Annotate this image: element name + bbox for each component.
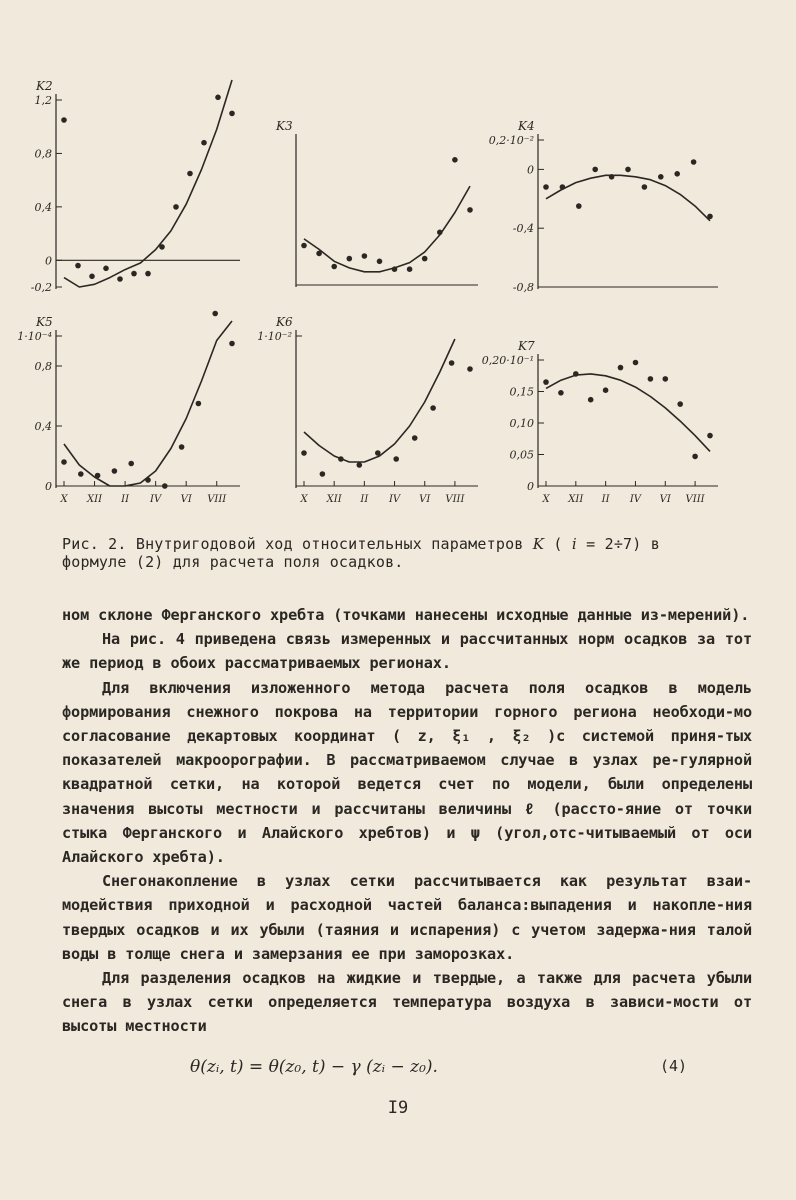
y-tick-label: 0,05 xyxy=(509,448,534,462)
data-point xyxy=(663,376,669,382)
y-tick-label: 0,10 xyxy=(509,417,534,430)
y-tick-label: 0,4 xyxy=(34,200,52,214)
y-tick-label: 1·10⁻⁴ xyxy=(17,330,52,343)
y-axis-label: K3 xyxy=(276,119,293,133)
data-point xyxy=(201,140,207,146)
data-point xyxy=(560,184,566,190)
chart-panel-5 xyxy=(257,315,478,505)
data-point xyxy=(162,483,168,489)
chart-panel-1 xyxy=(31,79,240,294)
paragraph-4: Снегонакопление в узлах сетки рассчитывается как результат взаи-модействия приходной и расходной частей баланса:выпадения и накопле-ния твердых осадков и их убыли (таяния и испарения) с учетом задержа-ния талой воды в толще снега и замерзания ее при заморозках. xyxy=(62,872,752,963)
data-point xyxy=(691,159,697,165)
data-point xyxy=(467,366,473,372)
equation-number: (4) xyxy=(660,1057,688,1075)
data-point xyxy=(338,456,344,462)
data-point xyxy=(128,461,134,467)
data-point xyxy=(362,253,368,259)
x-tick-label: XII xyxy=(326,494,342,505)
data-point xyxy=(543,379,549,385)
x-tick-label: XII xyxy=(87,494,103,505)
y-tick-label: -0,8 xyxy=(512,281,534,294)
y-axis-label: K5 xyxy=(36,315,53,329)
data-point xyxy=(449,360,455,366)
fit-curve xyxy=(546,374,710,452)
fit-curve xyxy=(546,175,710,221)
paragraph-1: ном склоне Ферганского хребта (точками нанесены исходные данные из-мерений). xyxy=(62,606,750,624)
data-point xyxy=(573,371,579,377)
paragraph-5: Для разделения осадков на жидкие и твердые, а также для расчета убыли снега в узлах сетки определяется температура воздуха в зависи-мости от высоты местности xyxy=(62,969,752,1036)
data-point xyxy=(145,271,151,277)
data-point xyxy=(173,204,179,210)
x-tick-label: IV xyxy=(629,494,642,505)
caption-line-1: Рис. 2. Внутригодовой ход относительных параметров xyxy=(62,535,533,553)
data-point xyxy=(437,230,443,236)
data-point xyxy=(377,259,383,265)
data-point xyxy=(89,274,95,280)
chart-panel-3 xyxy=(489,119,718,294)
y-tick-label: 0,4 xyxy=(34,420,52,433)
data-point xyxy=(407,266,413,272)
caption-symbol-i: i xyxy=(571,535,577,553)
data-point xyxy=(543,184,549,190)
data-point xyxy=(347,256,353,262)
data-point xyxy=(588,397,594,403)
data-point xyxy=(131,271,137,277)
equation-text: θ(zᵢ, t) = θ(z₀, t) − γ (zᵢ − z₀). xyxy=(190,1057,438,1077)
data-point xyxy=(301,243,307,249)
data-point xyxy=(422,256,428,262)
data-point xyxy=(357,462,363,468)
y-tick-label: 0 xyxy=(45,480,52,493)
x-tick-label: VI xyxy=(659,494,671,505)
data-point xyxy=(78,471,84,477)
x-tick-label: II xyxy=(601,494,610,505)
y-tick-label: 0,2·10⁻² xyxy=(488,134,534,147)
equation-4 xyxy=(190,1057,690,1083)
x-tick-label: IV xyxy=(150,494,162,505)
x-tick-label: IV xyxy=(388,494,401,505)
data-point xyxy=(412,435,418,441)
data-point xyxy=(331,264,337,270)
fit-curve xyxy=(64,80,232,287)
y-axis-label: K6 xyxy=(276,315,293,329)
caption-range: = 2÷7) в xyxy=(576,535,660,553)
chart-panel-4 xyxy=(17,311,240,505)
data-point xyxy=(692,454,698,460)
fit-curve xyxy=(304,339,455,462)
data-point xyxy=(117,276,123,282)
x-tick-label: X xyxy=(300,494,308,505)
x-tick-label: X xyxy=(60,494,68,505)
data-point xyxy=(95,473,101,479)
x-tick-label: VI xyxy=(180,494,192,505)
data-point xyxy=(393,456,399,462)
data-point xyxy=(592,167,598,173)
data-point xyxy=(212,311,218,317)
fit-curve xyxy=(304,186,470,272)
data-point xyxy=(301,450,307,456)
figure-caption xyxy=(62,535,762,571)
x-tick-label: II xyxy=(360,494,369,505)
data-point xyxy=(633,360,639,366)
fit-curve xyxy=(64,321,232,486)
data-point xyxy=(625,167,631,173)
data-point xyxy=(452,157,458,163)
data-point xyxy=(707,214,713,220)
data-point xyxy=(320,471,326,477)
y-tick-label: 0,15 xyxy=(509,385,534,399)
page-number: I9 xyxy=(387,1098,409,1118)
caption-paren: ( xyxy=(544,535,572,553)
y-tick-label: 0 xyxy=(527,163,534,177)
y-tick-label: 0,8 xyxy=(34,147,52,161)
data-point xyxy=(103,266,109,272)
y-tick-label: -0,2 xyxy=(30,281,52,294)
data-point xyxy=(61,459,67,465)
data-point xyxy=(187,171,193,177)
y-tick-label: 0,8 xyxy=(34,360,52,373)
caption-symbol-k: K xyxy=(532,535,545,553)
y-tick-label: 1,2 xyxy=(34,94,52,107)
paragraph-2: На рис. 4 приведена связь измеренных и рассчитанных норм осадков за тот же период в обоих рассматриваемых регионах. xyxy=(62,630,752,673)
chart-panel-2 xyxy=(275,119,478,287)
x-tick-label: II xyxy=(121,494,130,505)
y-tick-label: -0,4 xyxy=(512,222,534,236)
data-point xyxy=(179,444,185,450)
x-tick-label: VI xyxy=(419,494,431,505)
data-point xyxy=(618,365,624,371)
data-point xyxy=(609,174,615,180)
data-point xyxy=(642,184,648,190)
data-point xyxy=(467,207,473,213)
data-point xyxy=(558,390,564,396)
data-point xyxy=(145,477,151,483)
data-point xyxy=(392,266,398,272)
data-point xyxy=(229,341,235,347)
data-point xyxy=(196,401,202,407)
x-tick-label: X xyxy=(542,494,550,505)
data-point xyxy=(375,450,381,456)
y-axis-label: K4 xyxy=(518,119,535,133)
data-point xyxy=(707,433,713,439)
data-point xyxy=(61,117,67,123)
chart-panel-6 xyxy=(482,339,718,505)
x-tick-label: VIII xyxy=(207,494,227,505)
data-point xyxy=(75,263,81,269)
y-axis-label: K2 xyxy=(36,79,53,93)
y-tick-label: 1·10⁻² xyxy=(257,330,292,343)
data-point xyxy=(603,387,609,393)
data-point xyxy=(112,468,118,474)
y-tick-label: 0,20·10⁻¹ xyxy=(481,354,534,367)
caption-line-2: формуле (2) для расчета поля осадков. xyxy=(62,553,404,571)
data-point xyxy=(316,251,322,257)
data-point xyxy=(677,401,683,407)
data-point xyxy=(658,174,664,180)
data-point xyxy=(648,376,654,382)
x-tick-label: VIII xyxy=(685,494,705,505)
data-point xyxy=(215,95,221,101)
data-point xyxy=(430,405,436,411)
data-point xyxy=(229,111,235,117)
data-point xyxy=(159,244,165,250)
x-tick-label: VIII xyxy=(445,494,465,505)
figure-panels xyxy=(0,0,796,530)
x-tick-label: XII xyxy=(568,494,584,505)
paragraph-3: Для включения изложенного метода расчета поля осадков в модель формирования снежного покрова на территории горного региона необходи-мо согласование декартовых координат ( z, ξ₁ , ξ₂ )с системой приня-тых показателей макроорографии. В рассматриваемом случае в узлах ре-гулярной квадратной сетки, на которой ведется счет по модели, были определены значения высоты местности и рассчитаны величины ℓ (рассто-яние от точки стыка Ферганского и Алайского хребтов) и ψ (угол,отс-читываемый от оси Алайского хребта). xyxy=(62,678,752,867)
y-tick-label: 0 xyxy=(45,254,52,268)
data-point xyxy=(674,171,680,177)
body-text xyxy=(62,603,752,1039)
y-tick-label: 0 xyxy=(527,480,534,493)
data-point xyxy=(576,203,582,209)
y-axis-label: K7 xyxy=(518,339,535,353)
